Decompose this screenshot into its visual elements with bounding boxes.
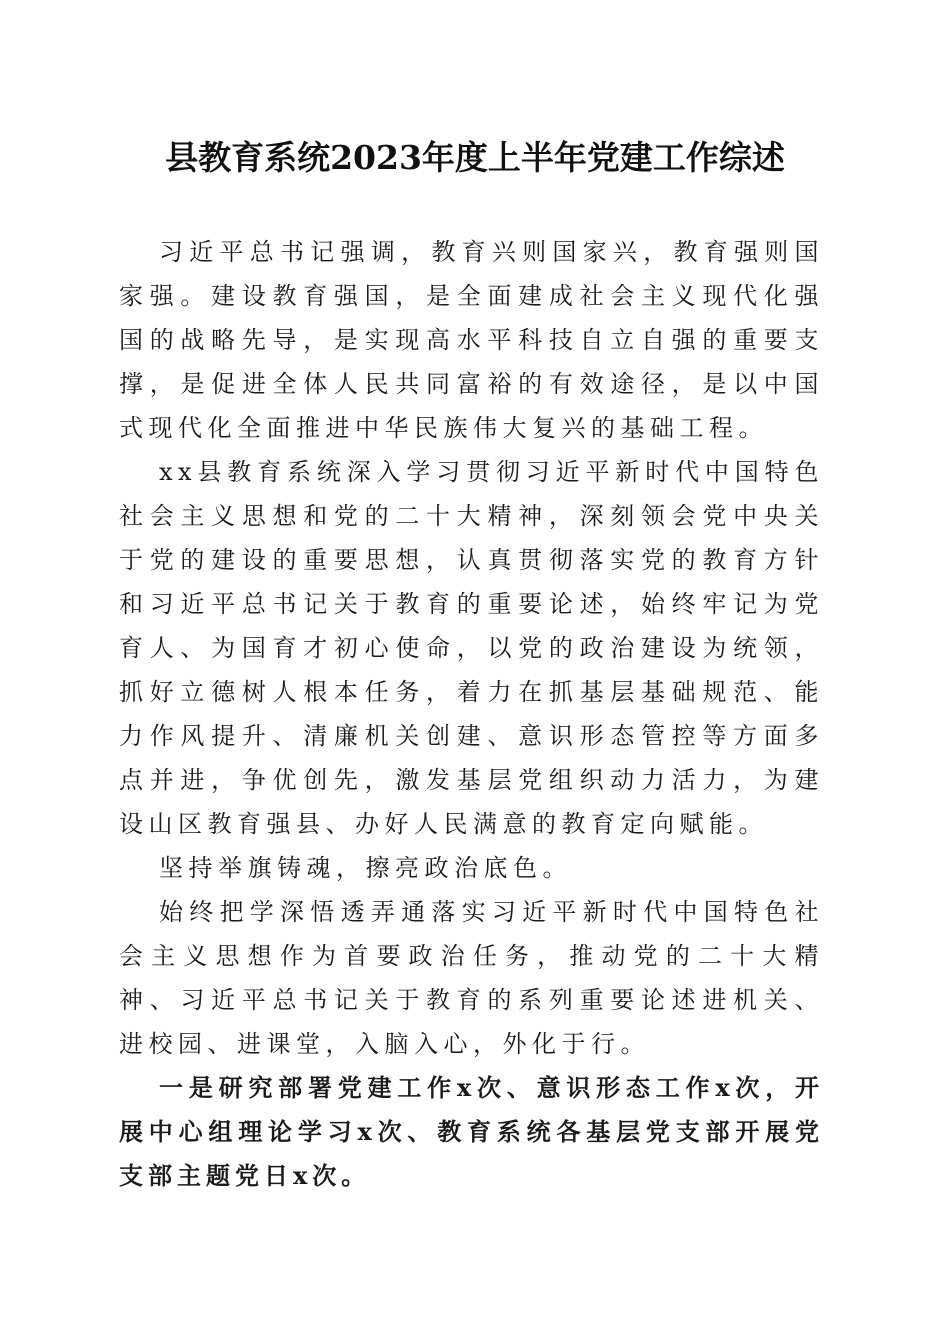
paragraph-section-body: 始终把学深悟透弄通落实习近平新时代中国特色社会主义思想作为首要政治任务，推动党的二十大精神、习近平总书记关于教育的系列重要论述进机关、进校园、进课堂，入脑入心，外化于行。 — [119, 898, 824, 1058]
document-body — [119, 230, 824, 1198]
paragraph-item-one: 一是研究部署党建工作x次、意识形态工作x次，开展中心组理论学习x次、教育系统各基层党支部开展党支部主题党日x次。 — [119, 1073, 824, 1190]
section-heading: 坚持举旗铸魂，擦亮政治底色。 — [159, 854, 572, 882]
document-title: 县教育系统2023年度上半年党建工作综述 — [165, 138, 785, 177]
paragraph-intro: 习近平总书记强调，教育兴则国家兴，教育强则国家强。建设教育强国，是全面建成社会主义现代化强国的战略先导，是实现高水平科技自立自强的重要支撑，是促进全体人民共同富裕的有效途径，是以中国式现代化全面推进中华民族伟大复兴的基础工程。 — [119, 238, 824, 442]
paragraph-overview: xx县教育系统深入学习贯彻习近平新时代中国特色社会主义思想和党的二十大精神，深刻领会党中央关于党的建设的重要思想，认真贯彻落实党的教育方针和习近平总书记关于教育的重要论述，始终牢记为党育人、为国育才初心使命，以党的政治建设为统领，抓好立德树人根本任务，着力在抓基层基础规范、能力作风提升、清廉机关创建、意识形态管控等方面多点并进，争优创先，激发基层党组织动力活力，为建设山区教育强县、办好人民满意的教育定向赋能。 — [119, 458, 824, 838]
